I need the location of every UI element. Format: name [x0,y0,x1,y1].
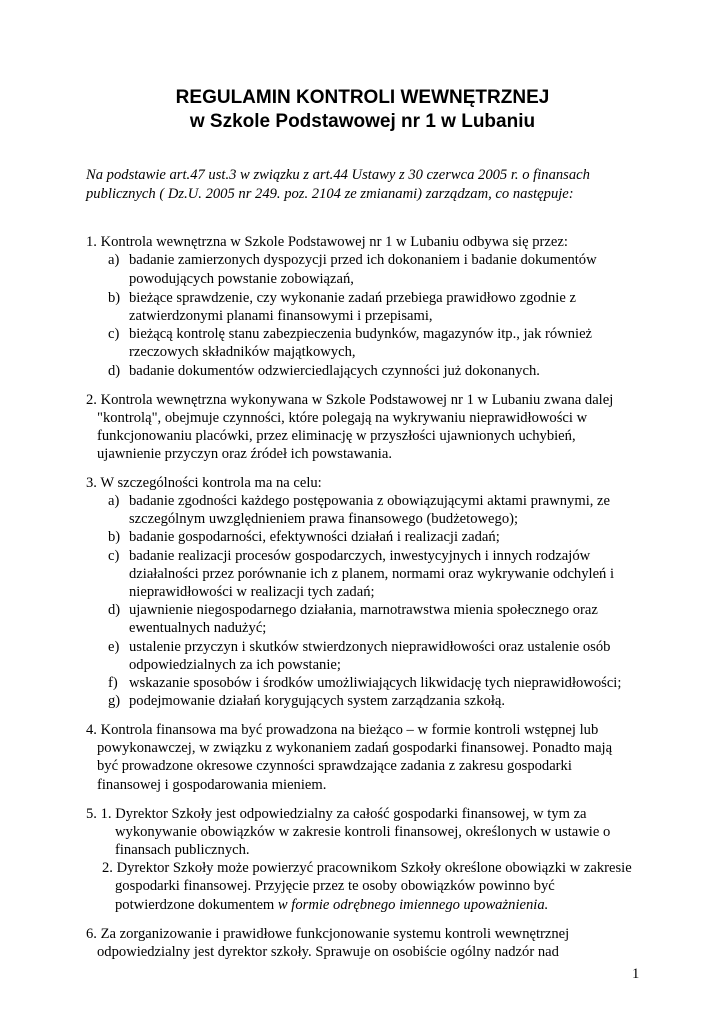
s3-item-b-line-1: badanie gospodarności, efektywności działań i realizacji zadań; [129,529,500,545]
title-line-2: w Szkole Podstawowej nr 1 w Lubaniu [189,111,536,132]
section-4-line-2: powykonawczej, w związku z wykonaniem zadań gospodarki finansowej. Ponadto mają [97,740,613,756]
s1-item-a-label: a) [108,252,120,268]
section-2-line-3: funkcjonowaniu placówki, przez eliminację w przyszłości ujawnionych uchybień, [97,428,576,444]
s3-item-d-label: d) [108,602,121,618]
s1-item-d-label: d) [108,363,121,379]
section-5-p2-line-3-italic: w formie odrębnego imiennego upoważnienia. [277,897,549,913]
s1-item-a-line-2: powodujących powstanie zobowiązań, [129,271,354,287]
s3-item-c-line-2: działalności przez porównanie ich z planem, normami oraz wykrywanie odchyleń i [129,566,615,582]
s1-item-a-line-1: badanie zamierzonych dyspozycji przed ich dokonaniem i badanie dokumentów [129,252,597,268]
page-number: 1 [632,966,640,982]
s1-item-c-label: c) [108,326,120,342]
section-6-line-1: 6. Za zorganizowanie i prawidłowe funkcjonowanie systemu kontroli wewnętrznej [86,926,570,942]
s1-item-b-label: b) [108,290,121,306]
s3-item-a-line-1: badanie zgodności każdego postępowania z obowiązującymi aktami prawnymi, ze [129,493,611,509]
section-3-heading: 3. W szczególności kontrola ma na celu: [86,475,322,491]
section-5-p1-line-1: 5. 1. Dyrektor Szkoły jest odpowiedzialny za całość gospodarki finansowej, w tym za [86,806,587,822]
section-5-p2-line-1: 2. Dyrektor Szkoły może powierzyć pracownikom Szkoły określone obowiązki w zakresie [102,860,632,876]
s3-item-f-label: f) [108,675,118,691]
section-6-line-2: odpowiedzialny jest dyrektor szkoły. Sprawuje on osobiście ogólny nadzór nad [97,944,559,960]
s3-item-f-line-1: wskazanie sposobów i środków umożliwiających likwidację tych nieprawidłowości; [129,675,622,691]
section-4-line-1: 4. Kontrola finansowa ma być prowadzona na bieżąco – w formie kontroli wstępnej lub [86,722,599,738]
section-5-p2-line-3 [115,896,548,916]
intro-line-2: publicznych ( Dz.U. 2005 nr 249. poz. 2104 ze zmianami) zarządzam, co następuje: [86,186,574,202]
section-2-line-1: 2. Kontrola wewnętrzna wykonywana w Szkole Podstawowej nr 1 w Lubaniu zwana dalej [86,392,614,408]
s3-item-b-label: b) [108,529,121,545]
s3-item-c-label: c) [108,548,120,564]
section-4-line-4: finansowej i gospodarowania mieniem. [97,777,327,793]
s3-item-g-line-1: podejmowanie działań korygujących system zarządzania szkołą. [129,693,506,709]
section-2-line-4: ujawnienie przyczyn oraz źródeł ich powstawania. [97,446,392,462]
section-5-p1-line-3: finansach publicznych. [115,842,250,858]
title-line-1: REGULAMIN KONTROLI WEWNĘTRZNEJ [175,87,550,108]
s3-item-e-label: e) [108,639,120,655]
s3-item-d-line-2: ewentualnych nadużyć; [129,620,267,636]
s3-item-c-line-3: nieprawidłowości w realizacji tych zadań; [129,584,375,600]
section-5-p2-line-3-text: potwierdzone dokumentem [115,897,278,913]
s3-item-a-line-2: szczególnym uwzględnieniem prawa finansowego (budżetowego); [129,511,519,527]
section-1-heading: 1. Kontrola wewnętrzna w Szkole Podstawowej nr 1 w Lubaniu odbywa się przez: [86,234,568,250]
s1-item-c-line-2: rzeczowych składników majątkowych, [129,344,356,360]
s3-item-a-label: a) [108,493,120,509]
s3-item-c-line-1: badanie realizacji procesów gospodarczych, inwestycyjnych i innych rodzajów [129,548,591,564]
s3-item-d-line-1: ujawnienie niegospodarnego działania, marnotrawstwa mienia społecznego oraz [129,602,598,618]
s1-item-d-line-1: badanie dokumentów odzwierciedlających czynności już dokonanych. [129,363,540,379]
intro-line-1: Na podstawie art.47 ust.3 w związku z art.44 Ustawy z 30 czerwca 2005 r. o finansach [86,167,590,183]
s3-item-e-line-2: odpowiedzialnych za ich powstanie; [129,657,341,673]
s3-item-g-label: g) [108,693,121,709]
s3-item-e-line-1: ustalenie przyczyn i skutków stwierdzonych nieprawidłowości oraz ustalenie osób [129,639,611,655]
section-2-line-2: "kontrolą", obejmuje czynności, które polegają na wykrywaniu nieprawidłowości w [97,410,588,426]
section-5-p2-line-2: gospodarki finansowej. Przyjęcie przez te osoby obowiązków powinno być [115,878,555,894]
section-5-p1-line-2: wykonywanie obowiązków w zakresie kontroli finansowej, określonych w ustawie o [115,824,611,840]
s1-item-b-line-2: zatwierdzonymi planami finansowymi i przepisami, [129,308,433,324]
s1-item-c-line-1: bieżącą kontrolę stanu zabezpieczenia budynków, magazynów itp., jak również [129,326,593,342]
section-4-line-3: być prowadzone okresowe czynności sprawdzające zadania z zakresu gospodarki [97,758,572,774]
s1-item-b-line-1: bieżące sprawdzenie, czy wykonanie zadań przebiega prawidłowo zgodnie z [129,290,576,306]
